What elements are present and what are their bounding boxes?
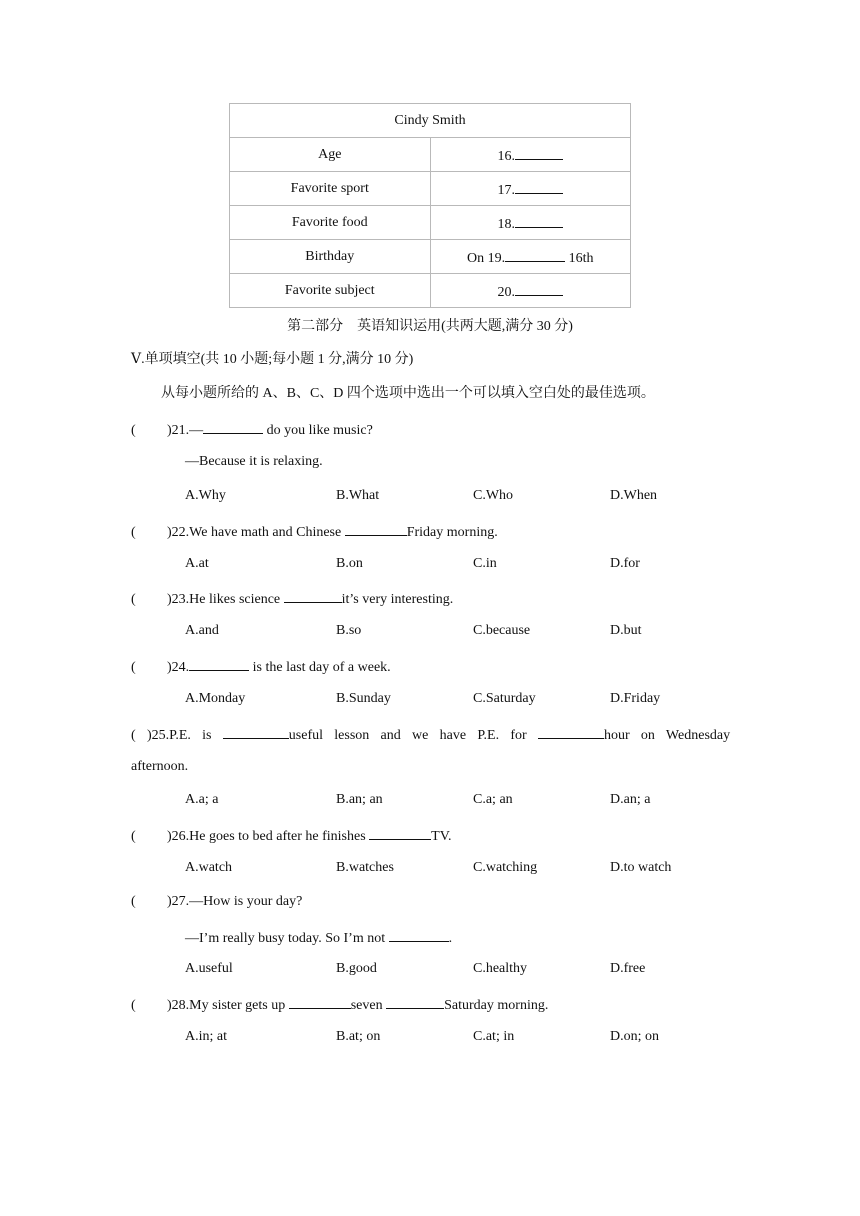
row-value: 16.: [430, 138, 631, 172]
row-label: Birthday: [230, 240, 431, 274]
table-row: [230, 172, 631, 206]
question-26: ( )26.He goes to bed after he finishes TV.: [131, 825, 452, 843]
option-a: A.at: [185, 556, 209, 571]
table-row: [230, 206, 631, 240]
row-value: 17.: [430, 172, 631, 206]
option-c: C.at; in: [473, 1029, 515, 1044]
option-b: B.What: [336, 488, 380, 503]
row-value: 18.: [430, 206, 631, 240]
option-b: B.watches: [336, 860, 394, 875]
question-27-answer: —I’m really busy today. So I’m not .: [185, 927, 452, 945]
table-row: [230, 138, 631, 172]
row-value: On 19. 16th: [430, 240, 631, 274]
option-b: B.at; on: [336, 1029, 381, 1044]
table-title: Cindy Smith: [230, 104, 631, 138]
table-title-row: [230, 104, 631, 138]
answer-paren[interactable]: (: [131, 998, 136, 1013]
table-row: [230, 274, 631, 308]
option-d: D.but: [610, 623, 642, 638]
question-23: ( )23.He likes science it’s very interesting.: [131, 588, 453, 606]
option-a: A.Monday: [185, 691, 246, 706]
option-a: A.a; a: [185, 792, 219, 807]
option-c: C.healthy: [473, 961, 528, 976]
option-c: C.Saturday: [473, 691, 536, 706]
table-row: [230, 240, 631, 274]
option-d: D.for: [610, 556, 640, 571]
option-a: A.useful: [185, 961, 233, 976]
option-b: B.on: [336, 556, 363, 571]
option-a: A.in; at: [185, 1029, 227, 1044]
question-25: ( )25.P.E. is useful lesson and we have P.E. for hour on Wednesday: [131, 724, 730, 742]
option-a: A.and: [185, 623, 219, 638]
answer-paren[interactable]: (: [131, 728, 136, 743]
question-21-answer: —Because it is relaxing.: [185, 454, 323, 469]
option-d: D.When: [610, 488, 658, 503]
answer-paren[interactable]: (: [131, 829, 136, 844]
info-table: [229, 103, 631, 308]
option-b: B.so: [336, 623, 362, 638]
option-a: A.Why: [185, 488, 226, 503]
option-c: C.watching: [473, 860, 538, 875]
option-d: D.an; a: [610, 792, 651, 807]
row-label: Favorite food: [230, 206, 431, 240]
row-label: Favorite sport: [230, 172, 431, 206]
question-21: ( )21.— do you like music?: [131, 419, 373, 437]
option-c: C.in: [473, 556, 497, 571]
option-b: B.Sunday: [336, 691, 391, 706]
question-27: ( )27.—How is your day?: [131, 894, 303, 909]
answer-paren[interactable]: (: [131, 894, 136, 909]
option-c: C.because: [473, 623, 531, 638]
question-25-continued: afternoon.: [131, 759, 189, 774]
answer-paren[interactable]: (: [131, 423, 136, 438]
option-c: C.a; an: [473, 792, 513, 807]
option-c: C.Who: [473, 488, 514, 503]
part-heading: 第二部分 英语知识运用(共两大题,满分 30 分): [287, 319, 573, 334]
row-label: Age: [230, 138, 431, 172]
option-b: B.an; an: [336, 792, 383, 807]
instruction: 从每小题所给的 A、B、C、D 四个选项中选出一个可以填入空白处的最佳选项。: [161, 386, 655, 401]
option-d: D.Friday: [610, 691, 661, 706]
row-value: 20.: [430, 274, 631, 308]
question-28: ( )28.My sister gets up seven Saturday morning.: [131, 994, 548, 1012]
option-b: B.good: [336, 961, 377, 976]
answer-paren[interactable]: (: [131, 660, 136, 675]
option-a: A.watch: [185, 860, 233, 875]
option-d: D.free: [610, 961, 646, 976]
option-d: D.to watch: [610, 860, 672, 875]
question-24: ( )24. is the last day of a week.: [131, 656, 391, 674]
answer-paren[interactable]: (: [131, 525, 136, 540]
question-22: ( )22.We have math and Chinese Friday morning.: [131, 521, 498, 539]
answer-paren[interactable]: (: [131, 592, 136, 607]
row-label: Favorite subject: [230, 274, 431, 308]
section-title: Ⅴ.单项填空(共 10 小题;每小题 1 分,满分 10 分): [131, 352, 414, 367]
option-d: D.on; on: [610, 1029, 659, 1044]
